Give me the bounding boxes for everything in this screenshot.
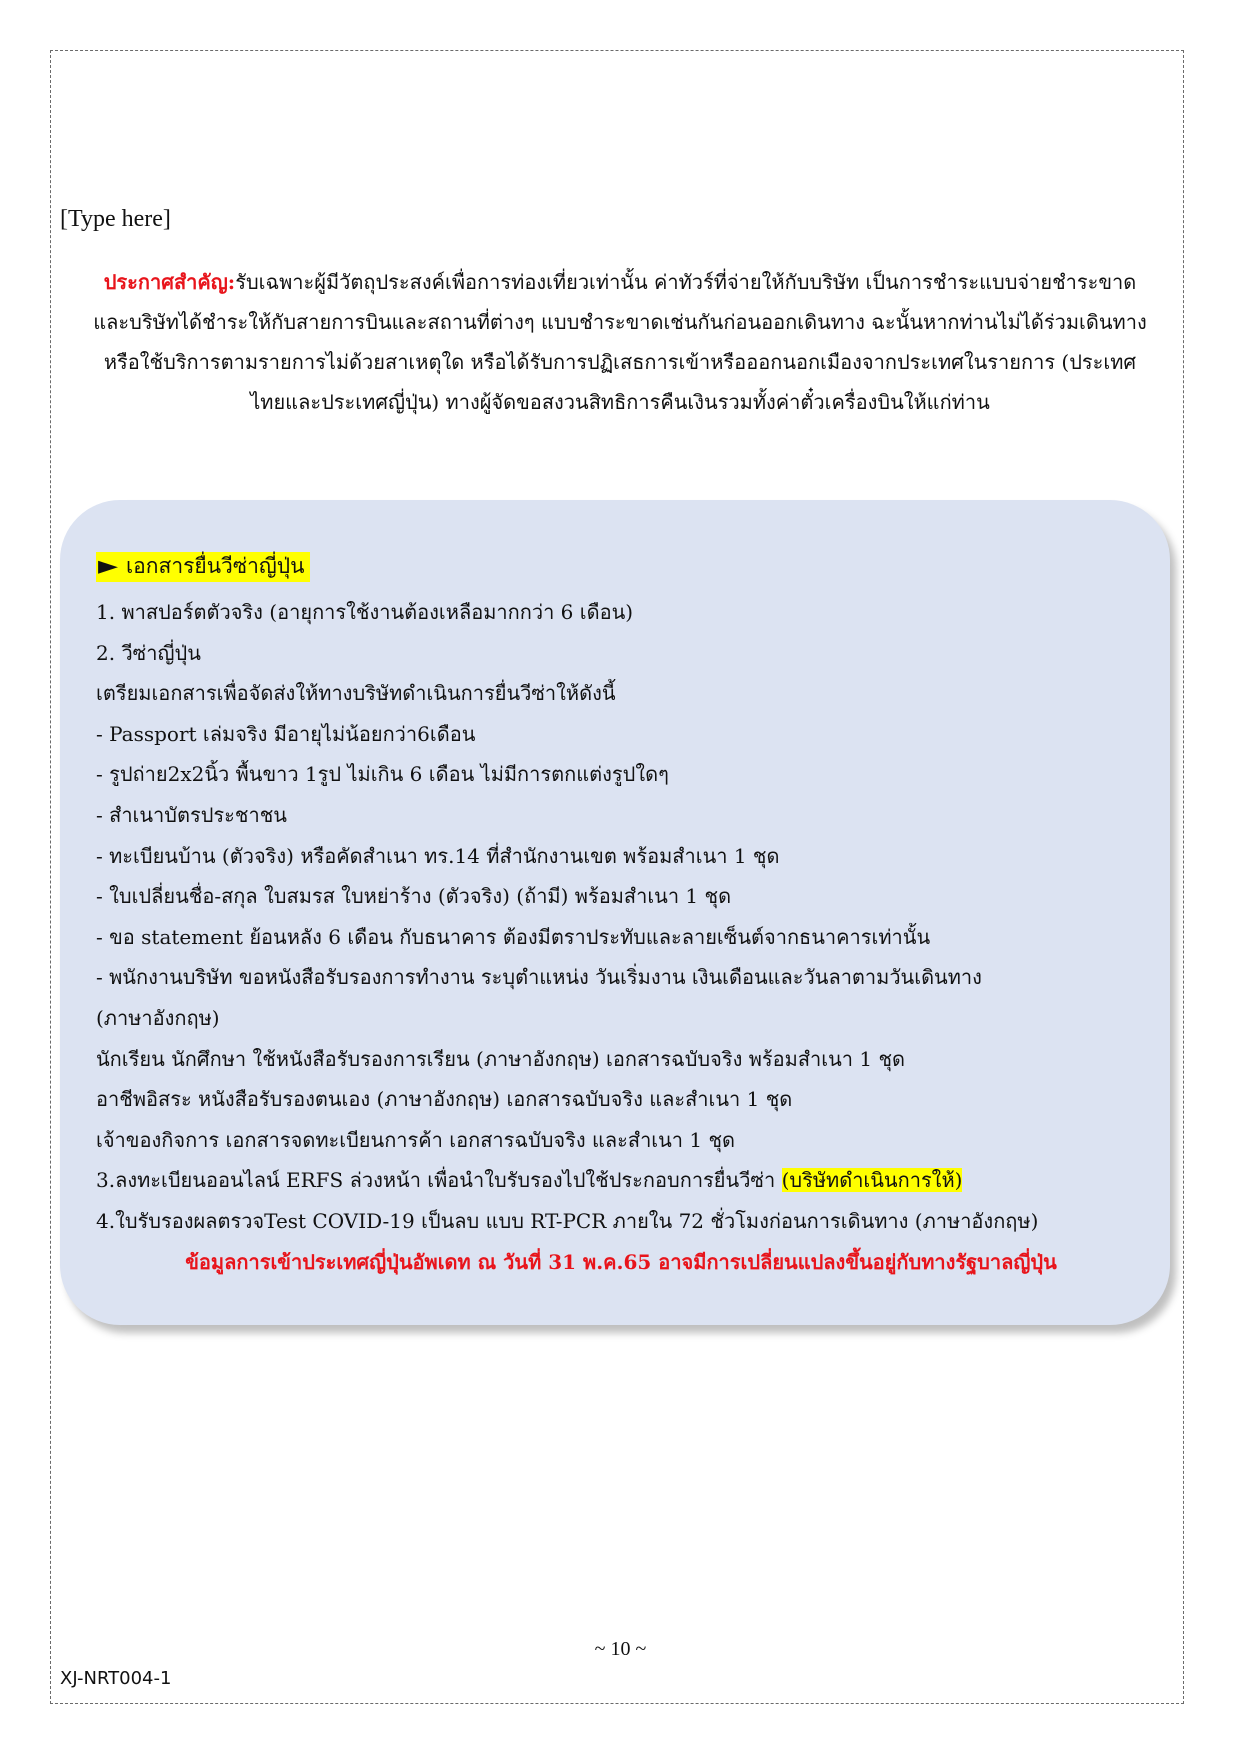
covid-line: 4.ใบรับรองผลตรวจTest COVID-19 เป็นลบ แบบ RT-PCR ภายใน 72 ชั่วโมงก่อนการเดินทาง (ภาษาอังกฤษ) (96, 1208, 1039, 1233)
update-note: ข้อมูลการเข้าประเทศญี่ปุ่นอัพเดท ณ วันที่ 31 พ.ค.65 อาจมีการเปลี่ยนแปลงขึ้นอยู่กับทางรัฐบาลญี่ปุ่น (185, 1249, 1057, 1274)
visa-line: 2. วีซ่าญี่ปุ่น (96, 640, 201, 665)
visa-line: อาชีพอิสระ หนังสือรับรองตนเอง (ภาษาอังกฤษ) เอกสารฉบับจริง และสำเนา 1 ชุด (96, 1087, 793, 1112)
erfs-line: 3.ลงทะเบียนออนไลน์ ERFS ล่วงหน้า เพื่อนำใบรับรองไปใช้ประกอบการยื่นวีซ่า (บริษัทดำเนินการให้) (96, 1168, 963, 1193)
visa-line: นักเรียน นักศึกษา ใช้หนังสือรับรองการเรียน (ภาษาอังกฤษ) เอกสารฉบับจริง พร้อมสำเนา 1 ชุด (96, 1046, 906, 1071)
visa-heading-text: เอกสารยื่นวีซ่าญี่ปุ่น (126, 554, 305, 578)
visa-line: - ใบเปลี่ยนชื่อ-สกุล ใบสมรส ใบหย่าร้าง (ตัวจริง) (ถ้ามี) พร้อมสำเนา 1 ชุด (96, 884, 732, 909)
visa-line: 1. พาสปอร์ตตัวจริง (อายุการใช้งานต้องเหลือมากกว่า 6 เดือน) (96, 600, 634, 624)
visa-heading-highlight (96, 552, 310, 582)
notice-line-4: ไทยและประเทศญี่ปุ่น) ทางผู้จัดขอสงวนสิทธิการคืนเงินรวมทั้งค่าตั๋วเครื่องบินให้แก่ท่าน (250, 390, 990, 414)
erfs-highlight: (บริษัทดำเนินการให้) (781, 1168, 963, 1193)
notice-line-1: ประกาศสำคัญ:รับเฉพาะผู้มีวัตถุประสงค์เพื่อการท่องเที่ยวเท่านั้น ค่าทัวร์ที่จ่ายให้กับบริษัท เป็นการชำระแบบจ่ายชำระขาด (103, 270, 1137, 294)
visa-line: - รูปถ่าย2x2นิ้ว พื้นขาว 1รูป ไม่เกิน 6 เดือน ไม่มีการตกแต่งรูปใดๆ (96, 762, 669, 787)
notice-label: ประกาศสำคัญ: (103, 270, 236, 294)
triangle-pointer-icon: ► (98, 551, 118, 581)
visa-line: - ทะเบียนบ้าน (ตัวจริง) หรือคัดสำเนา ทร.14 ที่สำนักงานเขต พร้อมสำเนา 1 ชุด (96, 843, 780, 868)
visa-documents-box (60, 500, 1170, 1325)
visa-line: - ขอ statement ย้อนหลัง 6 เดือน กับธนาคาร ต้องมีตราประทับและลายเซ็นต์จากธนาคารเท่านั้น (96, 924, 931, 949)
header-placeholder: [Type here] (60, 206, 171, 232)
visa-line: - สำเนาบัตรประชาชน (96, 802, 287, 827)
visa-line: (ภาษาอังกฤษ) (96, 1005, 220, 1030)
visa-heading (96, 546, 1146, 586)
document-code: XJ-NRT004-1 (60, 1668, 172, 1689)
important-notice (60, 262, 1180, 422)
visa-documents-content (96, 546, 1146, 1282)
visa-line: - Passport เล่มจริง มีอายุไม่น้อยกว่า6เดือน (96, 721, 476, 746)
visa-line: เจ้าของกิจการ เอกสารจดทะเบียนการค้า เอกสารฉบับจริง และสำเนา 1 ชุด (96, 1127, 736, 1152)
page-number: ~ 10 ~ (594, 1638, 647, 1660)
visa-line: เตรียมเอกสารเพื่อจัดส่งให้ทางบริษัทดำเนินการยื่นวีซ่าให้ดังนี้ (96, 681, 616, 706)
visa-line: - พนักงานบริษัท ขอหนังสือรับรองการทำงาน ระบุตำแหน่ง วันเริ่มงาน เงินเดือนและวันลาตามวันเดินทาง (96, 965, 982, 990)
notice-line-2: และบริษัทได้ชำระให้กับสายการบินและสถานที่ต่างๆ แบบชำระขาดเช่นกันก่อนออกเดินทาง ฉะนั้นหากท่านไม่ได้ร่วมเดินทาง (93, 310, 1147, 334)
notice-line-3: หรือใช้บริการตามรายการไม่ด้วยสาเหตุใด หรือได้รับการปฏิเสธการเข้าหรือออกนอกเมืองจากประเทศในรายการ (ประเทศ (103, 350, 1137, 374)
